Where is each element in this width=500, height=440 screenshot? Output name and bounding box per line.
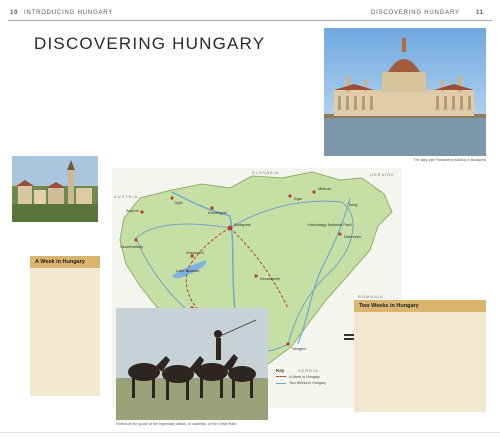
week-panel — [30, 256, 100, 396]
place-label: Győr — [174, 200, 183, 205]
two-weeks-panel — [354, 300, 486, 412]
week-panel-title: A Week in Hungary — [30, 256, 100, 268]
page-title: DISCOVERING HUNGARY — [34, 34, 266, 53]
intro-column-1 — [34, 62, 172, 142]
country-label: ROMANIA — [358, 294, 384, 299]
eger-photo — [12, 156, 98, 222]
footer-rule — [0, 432, 500, 433]
place-label: Kecskemét — [260, 276, 280, 281]
right-section-title: DISCOVERING HUNGARY — [371, 10, 460, 16]
place-label: Szombathely — [120, 244, 144, 249]
parliament-photo — [324, 28, 486, 156]
two-weeks-panel-title: Two Weeks in Hungary — [354, 300, 486, 312]
place-label: Szeged — [292, 346, 306, 351]
place-label: Miskolc — [318, 186, 332, 191]
parliament-caption: The fairy-tale Parliament building in Budapest — [413, 158, 486, 162]
place-label: Eger — [294, 196, 303, 201]
country-label: AUSTRIA — [114, 194, 139, 199]
place-label: Debrecen — [344, 234, 362, 239]
left-page-number: 10 — [10, 10, 19, 16]
key-label-two-weeks: Two Weeks in Hungary — [289, 381, 326, 385]
place-label: Veszprém — [186, 250, 204, 255]
place-label: Budapest — [234, 222, 251, 227]
two-weeks-column-2 — [420, 312, 486, 320]
country-label: SLOVAKIA — [252, 170, 280, 175]
right-page-number: 11 — [476, 10, 484, 16]
horses-photo — [116, 308, 268, 420]
place-label: Lake Balaton — [176, 268, 200, 273]
horses-caption: Horses at the goose of the legendary csikós, or cowboys, of the Great Plain — [116, 422, 237, 426]
place-label: Hortobágy National Park — [308, 222, 352, 227]
place-label: Esztergom — [208, 210, 228, 215]
key-title: Key — [276, 368, 285, 373]
map-key — [276, 368, 348, 394]
key-label-week: A Week in Hungary — [289, 375, 320, 379]
key-swatch-two-weeks — [276, 383, 286, 384]
key-swatch-week — [276, 376, 286, 378]
country-label: UKRAINE — [370, 172, 395, 177]
intro-column-2 — [177, 62, 315, 142]
week-panel-body — [30, 268, 100, 276]
two-weeks-column-1 — [354, 312, 420, 320]
place-label: Tokaj — [348, 202, 358, 207]
country-label: SERBIA — [298, 368, 319, 373]
place-label: Sopron — [126, 208, 139, 213]
page-header-rule — [8, 20, 492, 21]
left-section-title: INTRODUCING HUNGARY — [24, 10, 114, 16]
